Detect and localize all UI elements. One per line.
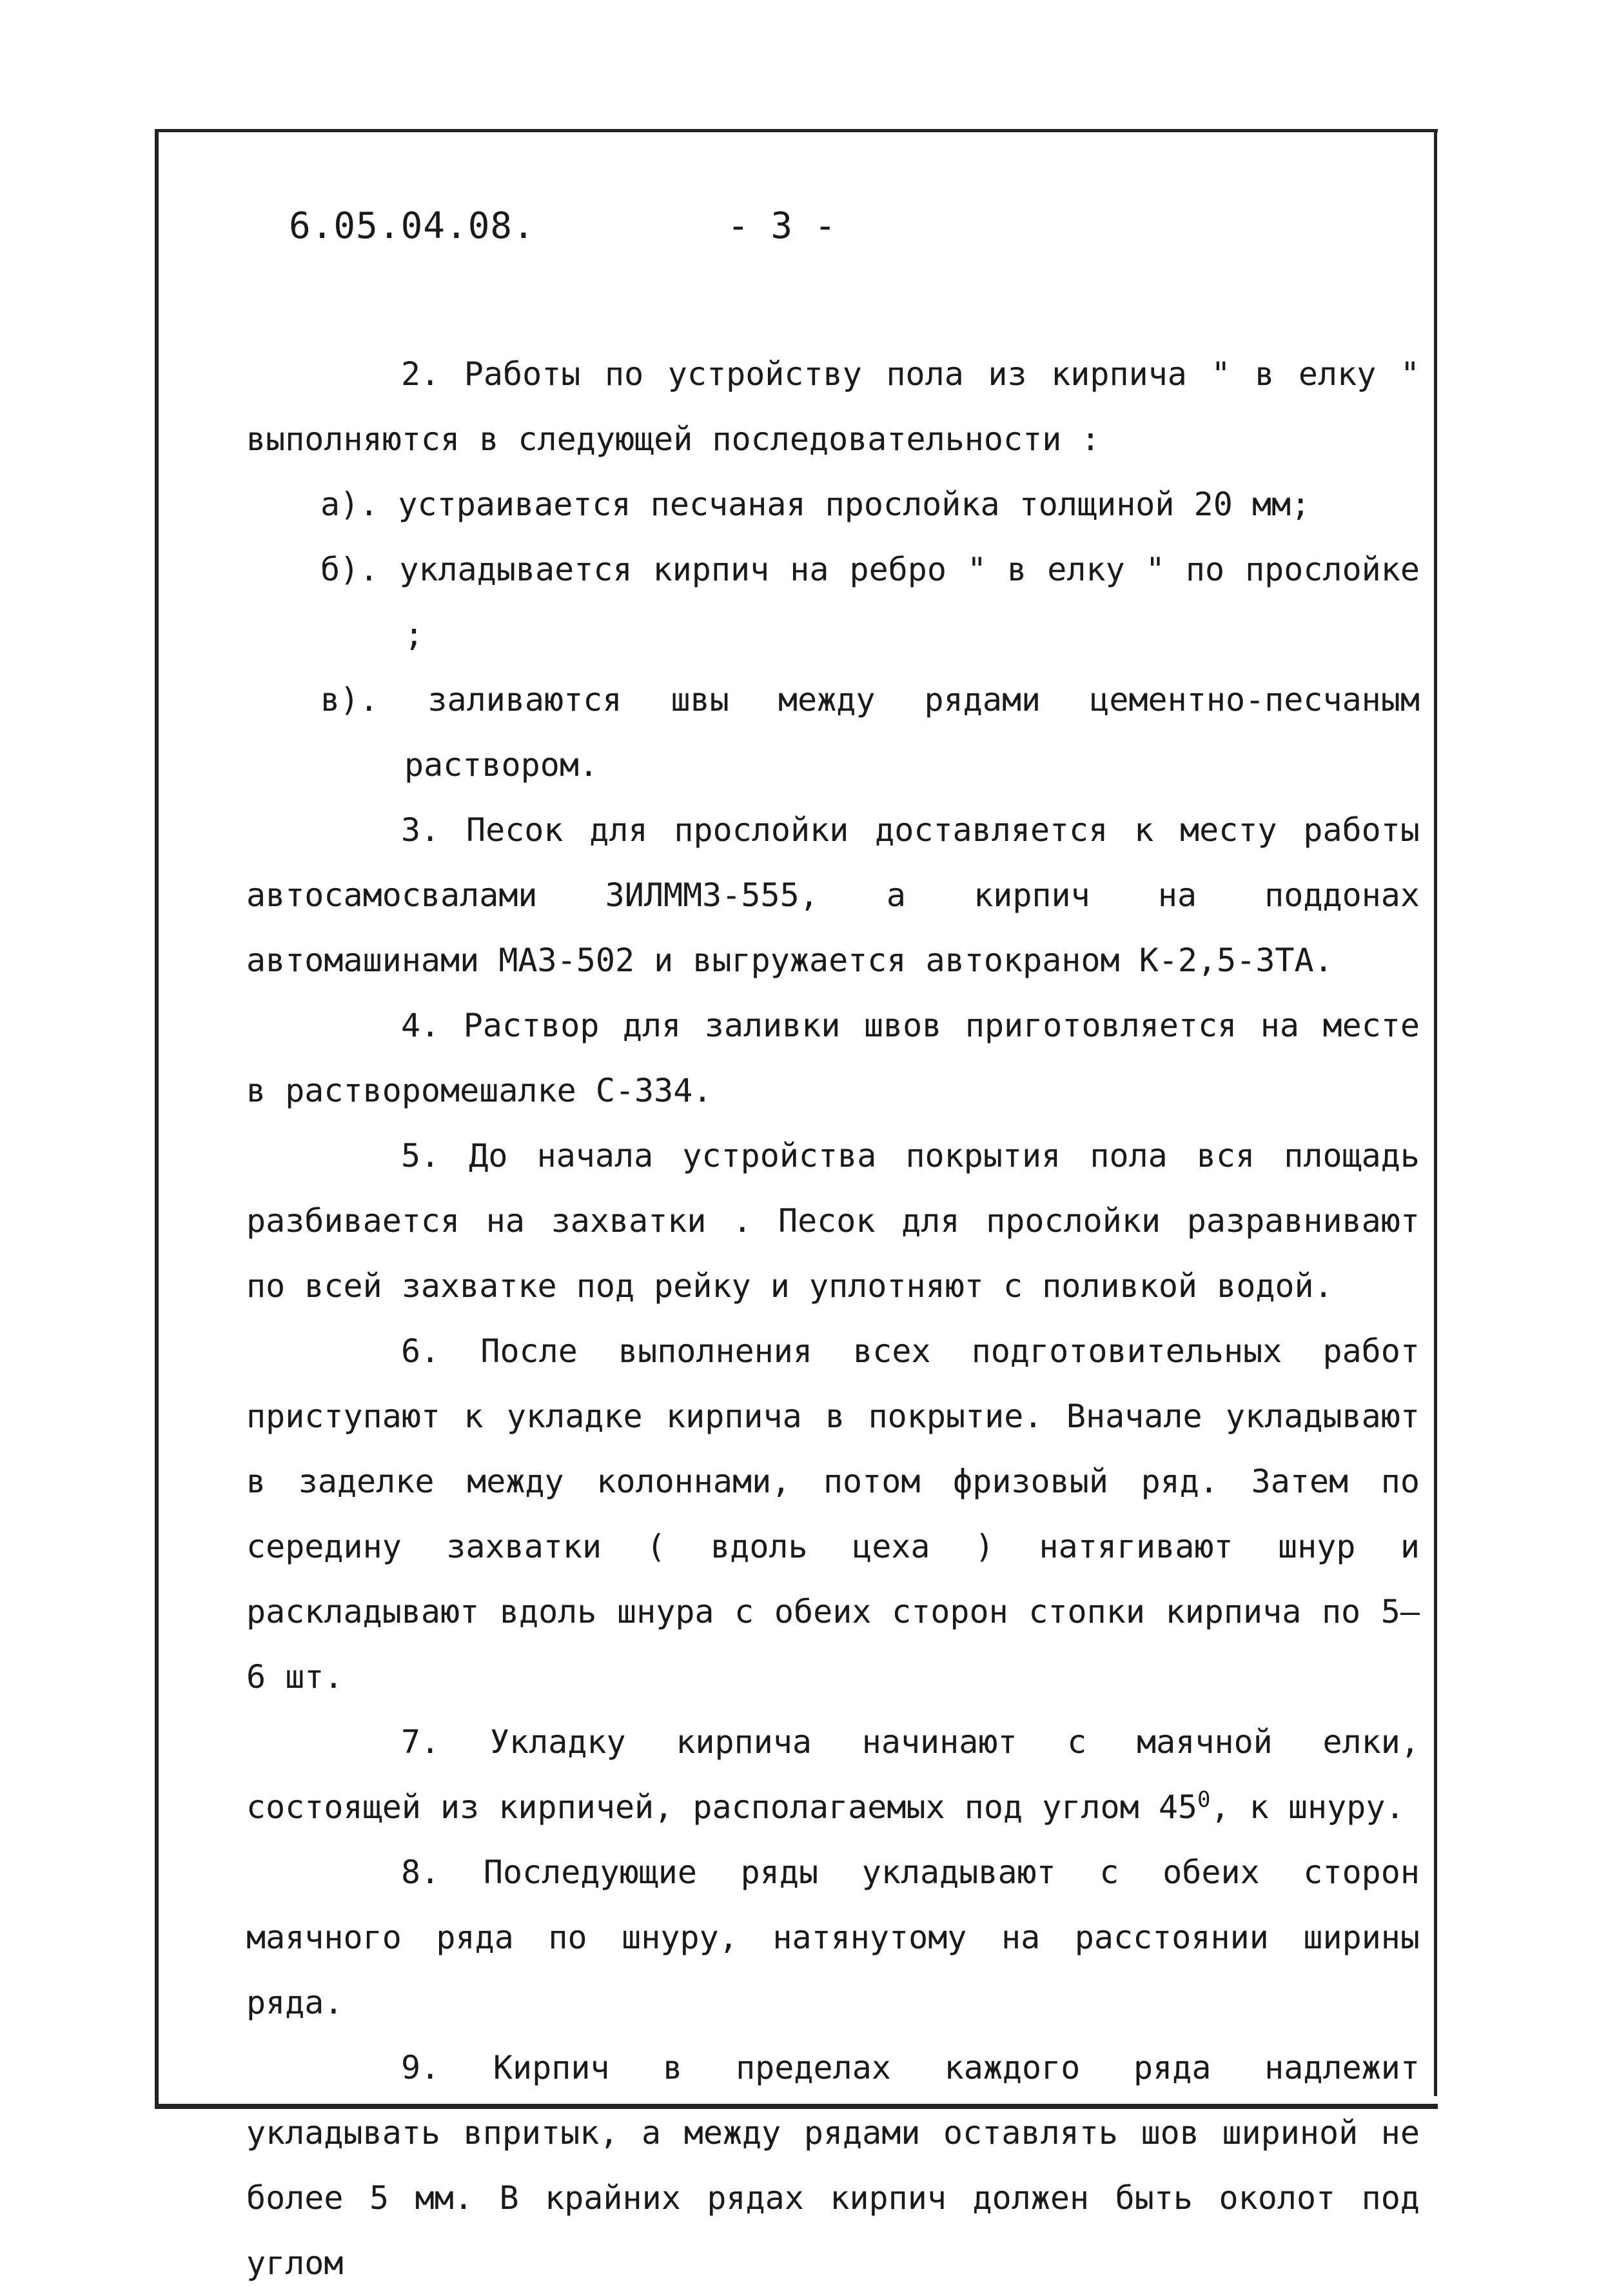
paragraph-4: 4. Раствор для заливки швов приготовляется на месте в растворомешалке С-334. <box>246 1007 1420 1109</box>
list-item-a: а). устраивается песчаная прослойка толщиной 20 мм; <box>320 486 1311 523</box>
paragraph-7 <box>246 1710 1420 1840</box>
document-body <box>246 342 1420 2296</box>
paragraph-6: 6. После выполнения всех подготовительных работ приступают к укладке кирпича в покрытие. Вначале укладывают в заделке между колоннами, потом фризовый ряд. Затем по середину захватки ( вдоль цеха ) натягивают шнур и раскладывают вдоль шнура с обеих сторон стопки кирпича по 5–6 шт. <box>246 1332 1420 1696</box>
list-item-b: б). укладывается кирпич на ребро " в елку " по прослойке ; <box>320 551 1420 653</box>
list-item-c: в). заливаются швы между рядами цементно-песчаным раствором. <box>320 681 1420 784</box>
page-frame-right <box>1434 129 1437 2096</box>
paragraph-8: 8. Последующие ряды укладывают с обеих сторон маячного ряда по шнуру, натянутому на расстоянии ширины ряда. <box>246 1854 1420 2021</box>
paragraph-2: 2. Работы по устройству пола из кирпича " в елку " выполняются в следующей последовательности : <box>246 355 1420 458</box>
paragraph-3: 3. Песок для прослойки доставляется к месту работы автосамосвалами ЗИЛММЗ-555, а кирпич на поддонах автомашинами МАЗ-502 и выгружается автокраном К-2,5-ЗТА. <box>246 811 1420 979</box>
page-frame-left <box>155 129 159 2109</box>
paragraph-5: 5. До начала устройства покрытия пола вся площадь разбивается на захватки . Песок для прослойки разравнивают по всей захватке под рейку и уплотняют с поливкой водой. <box>246 1137 1420 1305</box>
page-frame-top <box>155 129 1438 132</box>
degree-superscript: 0 <box>1197 1786 1211 1813</box>
paragraph-9: 9. Кирпич в пределах каждого ряда надлежит укладывать впритык, а между рядами оставлять шов шириной не более 5 мм. В крайних рядах кирпич должен быть околот под углом <box>246 2049 1420 2282</box>
paragraph-7-text: 7. Укладку кирпича начинают с маячной елки, состоящей из кирпичей, располагаемых под углом 45 <box>246 1723 1420 1826</box>
page-header <box>0 205 1599 257</box>
paragraph-7-end: , к шнуру. <box>1210 1788 1405 1826</box>
document-code: 6.05.04.08. <box>289 205 535 247</box>
page-number: - 3 - <box>727 205 836 247</box>
